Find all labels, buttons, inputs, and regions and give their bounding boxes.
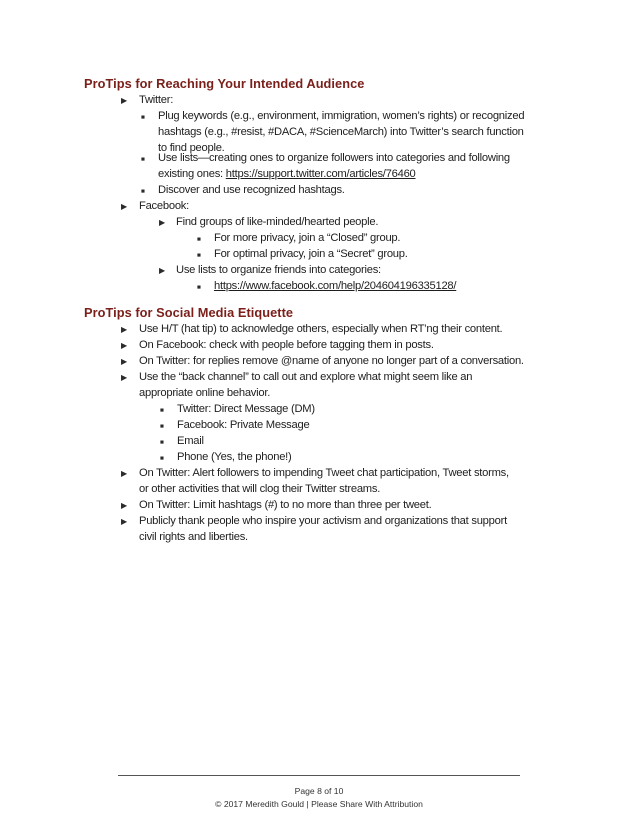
arrow-bullet-icon: ▶	[121, 469, 128, 478]
list-item: On Twitter: Alert followers to impending Tweet chat participation, Tweet storms,	[139, 467, 509, 479]
list-item	[214, 278, 456, 294]
list-item: On Twitter: Limit hashtags (#) to no more than three per tweet.	[139, 499, 432, 511]
square-bullet-icon: ■	[197, 284, 201, 291]
arrow-bullet-icon: ▶	[121, 341, 128, 350]
list-item: Publicly thank people who inspire your activism and organizations that support	[139, 515, 507, 527]
list-item-cont: or other activities that will clog their Twitter streams.	[139, 483, 381, 495]
square-bullet-icon: ■	[197, 252, 201, 259]
list-item: Email	[177, 435, 204, 447]
list-item: For more privacy, join a “Closed” group.	[214, 232, 401, 244]
list-item: Discover and use recognized hashtags.	[158, 184, 345, 196]
list-item-cont: appropriate online behavior.	[139, 387, 271, 399]
twitter-label: Twitter:	[139, 94, 174, 106]
square-bullet-icon: ■	[160, 423, 164, 430]
square-bullet-icon: ■	[141, 188, 145, 195]
list-item: Use lists—creating ones to organize followers into categories and following	[158, 152, 510, 164]
section-heading-audience: ProTips for Reaching Your Intended Audience	[84, 76, 365, 91]
list-item: Use H/T (hat tip) to acknowledge others, especially when RT’ng their content.	[139, 323, 503, 335]
facebook-label: Facebook:	[139, 200, 189, 212]
arrow-bullet-icon: ▶	[159, 218, 166, 227]
page-number: Page 8 of 10	[294, 786, 344, 796]
list-item: On Facebook: check with people before tagging them in posts.	[139, 339, 434, 351]
square-bullet-icon: ■	[160, 407, 164, 414]
list-item: For optimal privacy, join a “Secret” group.	[214, 248, 408, 260]
list-item: Facebook: Private Message	[177, 419, 310, 431]
list-item: Use the “back channel” to call out and explore what might seem like an	[139, 371, 473, 383]
list-item-cont: hashtags (e.g., #resist, #DACA, #ScienceMarch) into Twitter’s search function	[158, 126, 524, 138]
twitter-lists-link[interactable]: https://support.twitter.com/articles/76460	[225, 168, 416, 180]
arrow-bullet-icon: ▶	[121, 373, 128, 382]
list-item: Find groups of like-minded/hearted people.	[176, 216, 379, 228]
arrow-bullet-icon: ▶	[121, 501, 128, 510]
arrow-bullet-icon: ▶	[121, 96, 128, 105]
square-bullet-icon: ■	[141, 156, 145, 163]
arrow-bullet-icon: ▶	[121, 357, 128, 366]
facebook-help-link[interactable]: https://www.facebook.com/help/204604196335128/	[214, 280, 457, 292]
square-bullet-icon: ■	[160, 439, 164, 446]
list-item-cont: civil rights and liberties.	[139, 531, 248, 543]
square-bullet-icon: ■	[197, 236, 201, 243]
section-heading-etiquette: ProTips for Social Media Etiquette	[84, 305, 294, 320]
list-item-cont: to find people.	[158, 142, 225, 154]
list-item: Use lists to organize friends into categories:	[176, 264, 381, 276]
arrow-bullet-icon: ▶	[121, 325, 128, 334]
arrow-bullet-icon: ▶	[121, 517, 128, 526]
footer-divider	[118, 775, 520, 776]
arrow-bullet-icon: ▶	[121, 202, 128, 211]
footer-copyright: © 2017 Meredith Gould | Please Share With Attribution	[215, 799, 423, 809]
square-bullet-icon: ■	[141, 114, 145, 121]
list-item: On Twitter: for replies remove @name of anyone no longer part of a conversation.	[139, 355, 524, 367]
arrow-bullet-icon: ▶	[159, 266, 166, 275]
list-item-cont	[158, 166, 416, 182]
list-item: Plug keywords (e.g., environment, immigration, women’s rights) or recognized	[158, 110, 525, 122]
list-item-text: existing ones:	[158, 168, 226, 180]
list-item: Phone (Yes, the phone!)	[177, 451, 292, 463]
list-item: Twitter: Direct Message (DM)	[177, 403, 315, 415]
square-bullet-icon: ■	[160, 455, 164, 462]
